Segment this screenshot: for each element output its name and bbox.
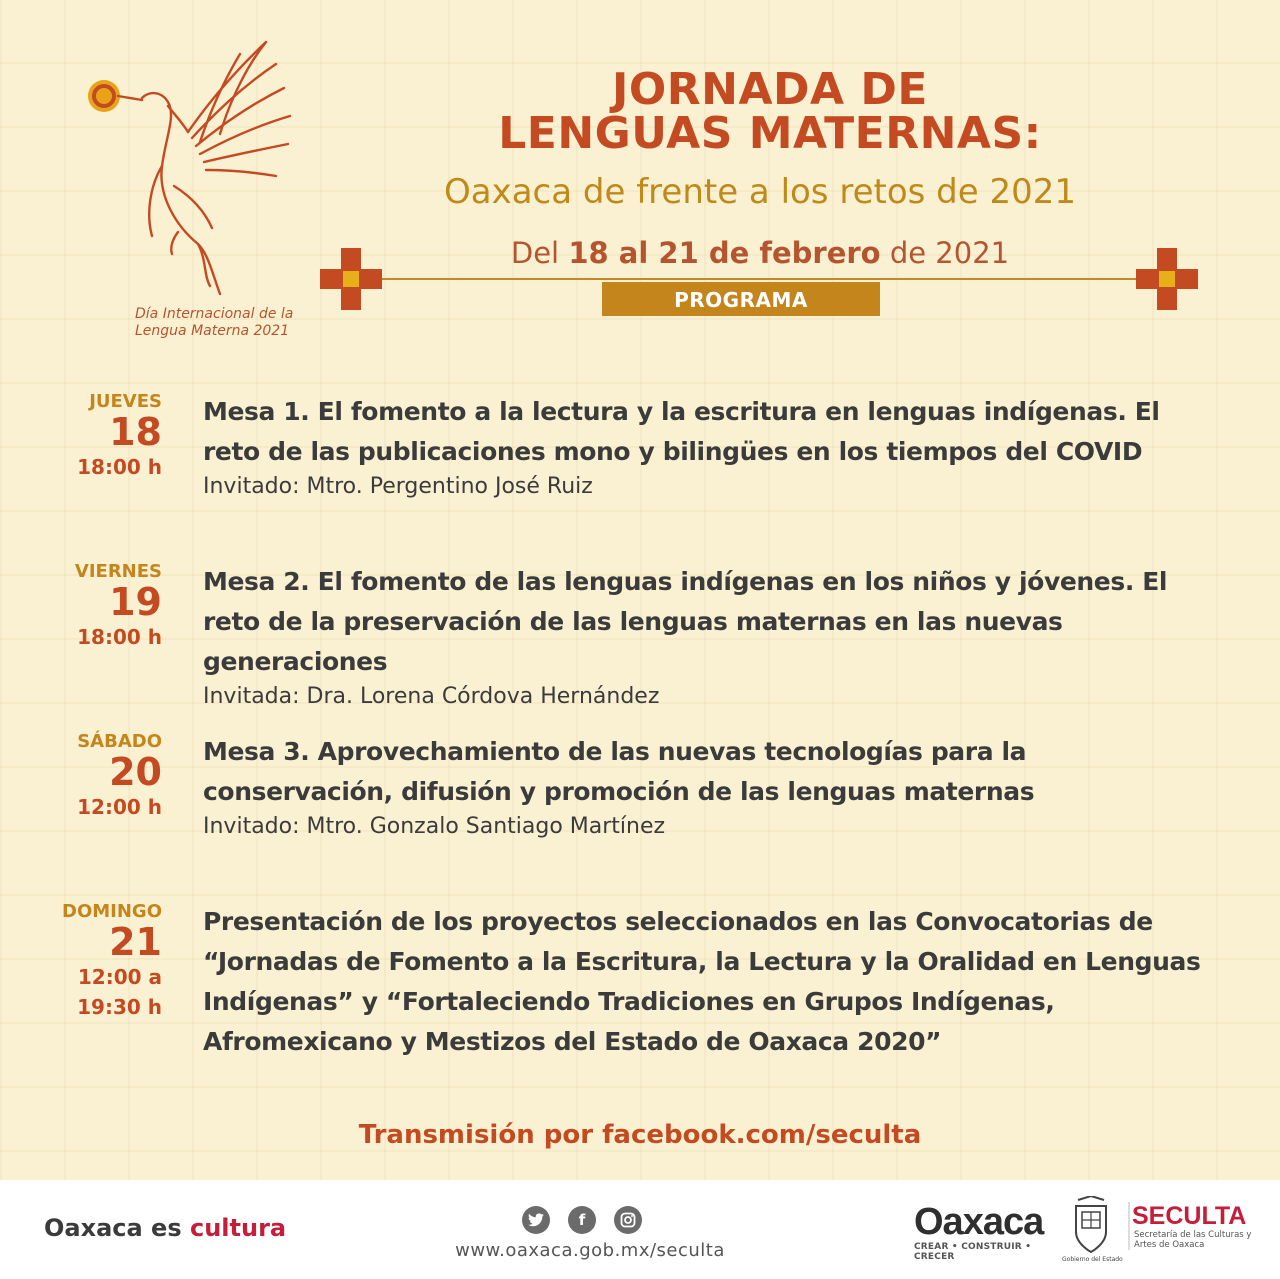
facebook-icon[interactable]: f [568,1206,596,1234]
website-link[interactable]: www.oaxaca.gob.mx/seculta [455,1240,725,1261]
event-day-block [40,562,162,652]
event-title-line: conservación, difusión y promoción de las lenguas maternas [203,777,1035,806]
social-links [522,1206,652,1234]
event-description [203,732,1253,842]
event-day-block [40,392,162,482]
event-time: 12:00 h [77,795,162,819]
oaxaca-motto: CREAR • CONSTRUIR • CRECER [914,1242,1032,1262]
dates-range: 18 al 21 de febrero [568,236,881,270]
cross-ornament-right-icon [1136,248,1198,310]
event-time: 12:00 a [77,965,162,989]
logo-caption-line2: Lengua Materna 2021 [135,323,290,339]
page-title [420,64,1120,159]
title-line2: LENGUAS MATERNAS: [498,108,1042,159]
seculta-caption: Secretaría de las Culturas y Artes de Oaxaca [1134,1230,1252,1250]
logo-caption-line1: Día Internacional de la [135,306,294,322]
page-subtitle: Oaxaca de frente a los retos de 2021 [444,172,1076,212]
event-dates [420,236,1100,270]
event-guest: Invitado: Mtro. Pergentino José Ruiz [203,474,593,499]
divider-line [378,278,1142,280]
event-day-block [40,902,162,1022]
instagram-icon[interactable] [614,1206,642,1234]
seculta-wordmark: SECULTA [1132,1202,1247,1230]
event-description [203,902,1253,1062]
stream-link[interactable]: Transmisión por facebook.com/seculta [358,1120,922,1150]
logo-caption [135,306,335,340]
seculta-logo [1128,1202,1260,1250]
event-title-line: Mesa 1. El fomento a la lectura y la escritura en lenguas indígenas. El [203,397,1160,426]
seal-caption: Gobierno del Estado [1062,1256,1123,1263]
oaxaca-logo [914,1202,1059,1262]
event-guest: Invitada: Dra. Lorena Córdova Hernández [203,684,660,709]
event-title-line: Mesa 3. Aprovechamiento de las nuevas tecnologías para la [203,737,1027,766]
event-date: 21 [109,920,162,964]
event-title-line: “Jornadas de Fomento a la Escritura, la Lectura y la Oralidad en Lenguas [203,947,1201,976]
event-description [203,392,1253,502]
event-weekday: DOMINGO [62,901,162,922]
event-guest: Invitado: Mtro. Gonzalo Santiago Martínez [203,814,666,839]
footer [0,1180,1280,1279]
event-date: 18 [109,410,162,454]
event-title-line: reto de la preservación de las lenguas maternas en las nuevas generaciones [203,607,1063,676]
event-date: 19 [109,580,162,624]
event-title-line: Presentación de los proyectos seleccionados en las Convocatorias de [203,907,1153,936]
cross-ornament-left-icon [320,248,382,310]
oaxaca-wordmark: Oaxaca [914,1201,1044,1243]
hummingbird-logo [80,36,330,306]
event-date: 20 [109,750,162,794]
event-time: 18:00 h [77,455,162,479]
dates-suffix: de 2021 [880,236,1010,270]
dates-prefix: Del [510,236,569,270]
state-seal-icon [1068,1196,1114,1254]
slogan-text: Oaxaca es [44,1214,190,1242]
event-title-line: Afromexicano y Mestizos del Estado de Oaxaca 2020” [203,1027,942,1056]
event-title-line: reto de las publicaciones mono y bilingües en los tiempos del COVID [203,437,1143,466]
twitter-icon[interactable] [522,1206,550,1234]
title-line1: JORNADA DE [611,64,928,115]
event-weekday: VIERNES [74,561,162,582]
event-title-line: Mesa 2. El fomento de las lenguas indígenas en los niños y jóvenes. El [203,567,1168,596]
event-time-end: 19:30 h [77,995,162,1019]
event-weekday: JUEVES [89,391,162,412]
event-title-line: Indígenas” y “Fortaleciendo Tradiciones en Grupos Indígenas, [203,987,1055,1016]
event-time: 18:00 h [77,625,162,649]
event-day-block [40,732,162,822]
programa-badge: PROGRAMA [602,282,880,316]
slogan-highlight: cultura [189,1214,287,1242]
event-description [203,562,1253,712]
event-weekday: SÁBADO [77,731,162,752]
footer-slogan [44,1214,286,1242]
